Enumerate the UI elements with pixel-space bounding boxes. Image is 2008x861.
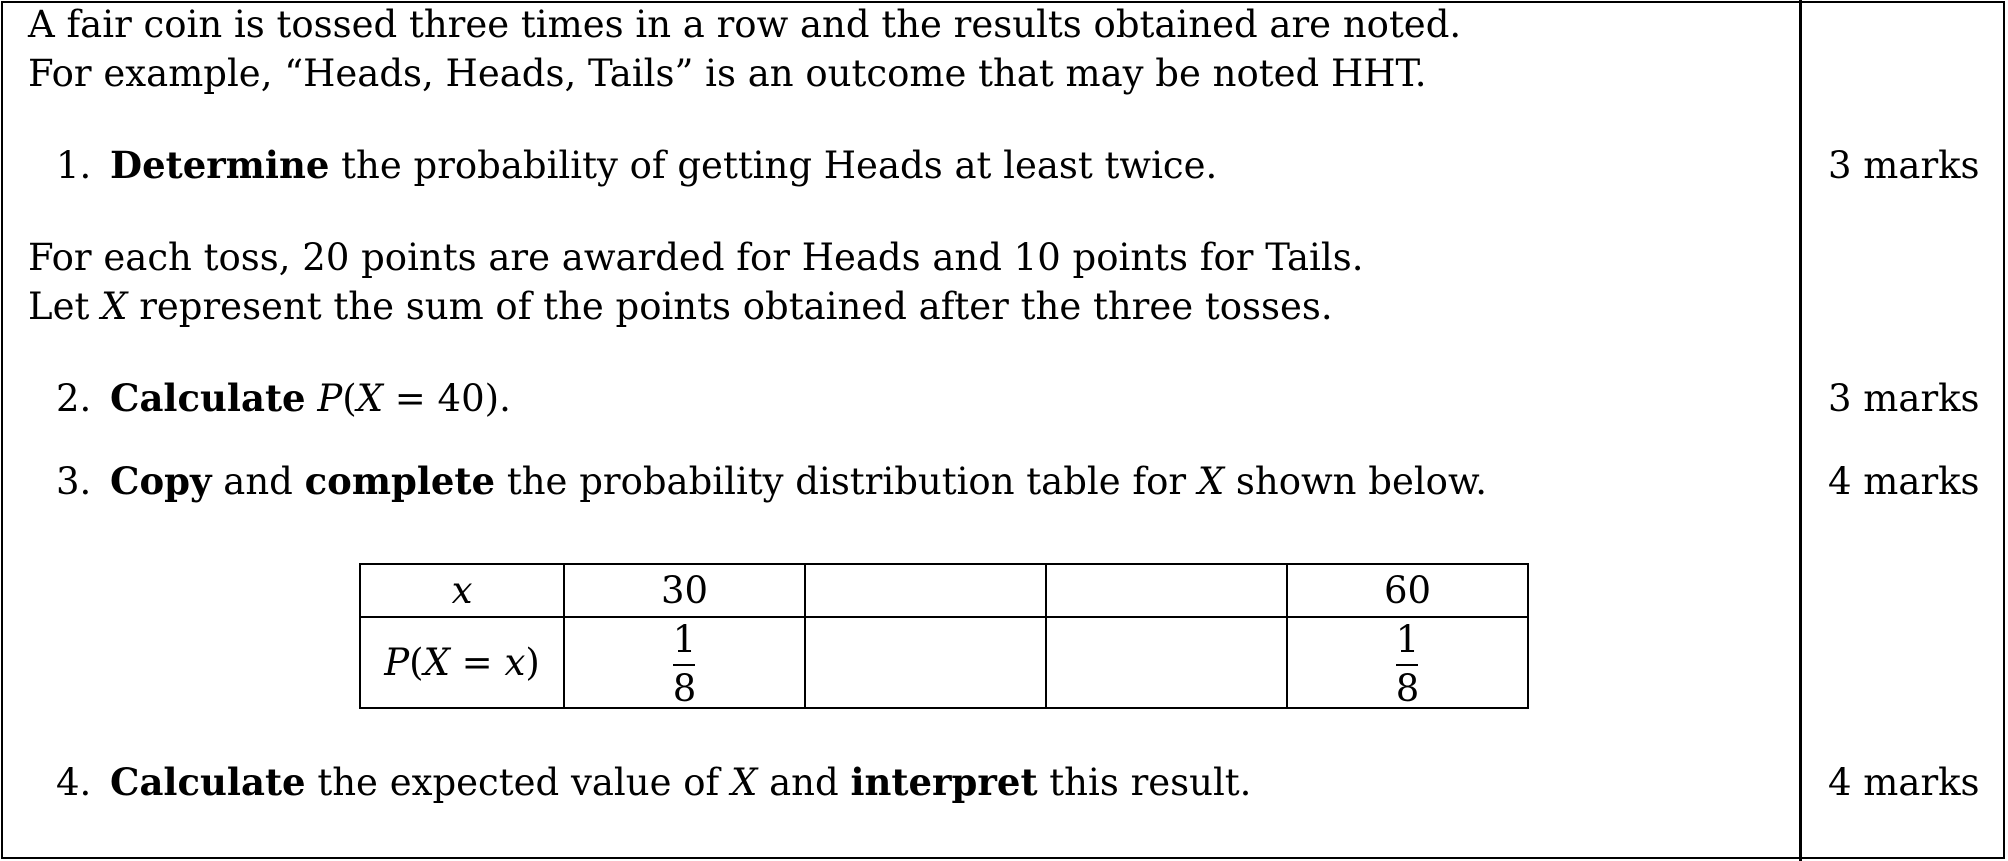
space [306, 377, 318, 420]
intro-line-2: For example, “Heads, Heads, Tails” is an outcome that may be noted HHT. [28, 52, 1427, 95]
probability-symbol: P [317, 377, 343, 420]
fraction [1395, 618, 1420, 710]
question-marks: 3 marks [1828, 144, 1980, 187]
paren: ) [525, 641, 540, 684]
fraction [672, 618, 697, 710]
equals-sign: = [449, 641, 505, 684]
expression-rest: = 40). [383, 377, 511, 420]
variable-x: X [423, 641, 450, 684]
question-marks: 4 marks [1828, 460, 1980, 503]
question-text [110, 143, 1218, 187]
question-text [110, 459, 1488, 503]
marks-column-divider [1799, 0, 1802, 861]
variable-lowercase-x: x [451, 569, 473, 612]
question-body: and [757, 761, 851, 804]
question-marks: 3 marks [1828, 377, 1980, 420]
table-row-values [360, 564, 1528, 617]
variable-x: X [1197, 460, 1225, 503]
question-number: 1. [56, 144, 92, 187]
value-cell: 30 [564, 564, 805, 617]
question-body: shown below. [1224, 460, 1488, 503]
fraction-bar [1396, 664, 1418, 666]
instruction-verb: complete [304, 459, 496, 503]
instruction-verb: Calculate [110, 760, 306, 804]
question-text [110, 760, 1252, 804]
probability-cell [1287, 617, 1528, 708]
row-header-x [360, 564, 564, 617]
variable-x: X [356, 377, 384, 420]
paren: ( [342, 377, 357, 420]
context-text: represent the sum of the points obtained after the three tosses. [127, 285, 1333, 328]
variable-x: X [101, 285, 128, 328]
question-marks: 4 marks [1828, 761, 1980, 804]
fraction-numerator: 1 [1395, 618, 1420, 661]
context-text: Let [28, 285, 102, 328]
fraction-denominator: 8 [672, 667, 697, 710]
fraction-numerator: 1 [672, 618, 697, 661]
fraction-denominator: 8 [1395, 667, 1420, 710]
instruction-verb: interpret [850, 760, 1038, 804]
probability-cell-blank [1046, 617, 1287, 708]
instruction-verb: Copy [110, 459, 212, 503]
variable-lowercase-x: x [504, 641, 526, 684]
question-body: the probability of getting Heads at least twice. [329, 144, 1218, 187]
variable-x: X [731, 761, 758, 804]
instruction-verb: Calculate [110, 376, 306, 420]
probability-symbol: P [384, 641, 410, 684]
probability-cell-blank [805, 617, 1046, 708]
context-line-2 [28, 285, 1333, 328]
paren: ( [409, 641, 424, 684]
question-text [110, 376, 511, 420]
table-row-probabilities [360, 617, 1528, 708]
intro-line-1: A fair coin is tossed three times in a row and the results obtained are noted. [28, 3, 1462, 46]
context-line-1: For each toss, 20 points are awarded for Heads and 10 points for Tails. [28, 236, 1364, 279]
row-header-probability [360, 617, 564, 708]
instruction-verb: Determine [110, 143, 330, 187]
question-body: the probability distribution table for [495, 460, 1198, 503]
value-cell-blank [805, 564, 1046, 617]
question-number: 3. [56, 460, 92, 503]
probability-distribution-table [359, 563, 1529, 709]
value-cell: 60 [1287, 564, 1528, 617]
value-cell-blank [1046, 564, 1287, 617]
question-body: this result. [1037, 761, 1252, 804]
question-number: 2. [56, 377, 92, 420]
question-body: the expected value of [305, 761, 731, 804]
question-number: 4. [56, 761, 92, 804]
fraction-bar [673, 664, 695, 666]
question-body: and [211, 460, 305, 503]
exercise-frame [1, 1, 2005, 859]
probability-cell [564, 617, 805, 708]
